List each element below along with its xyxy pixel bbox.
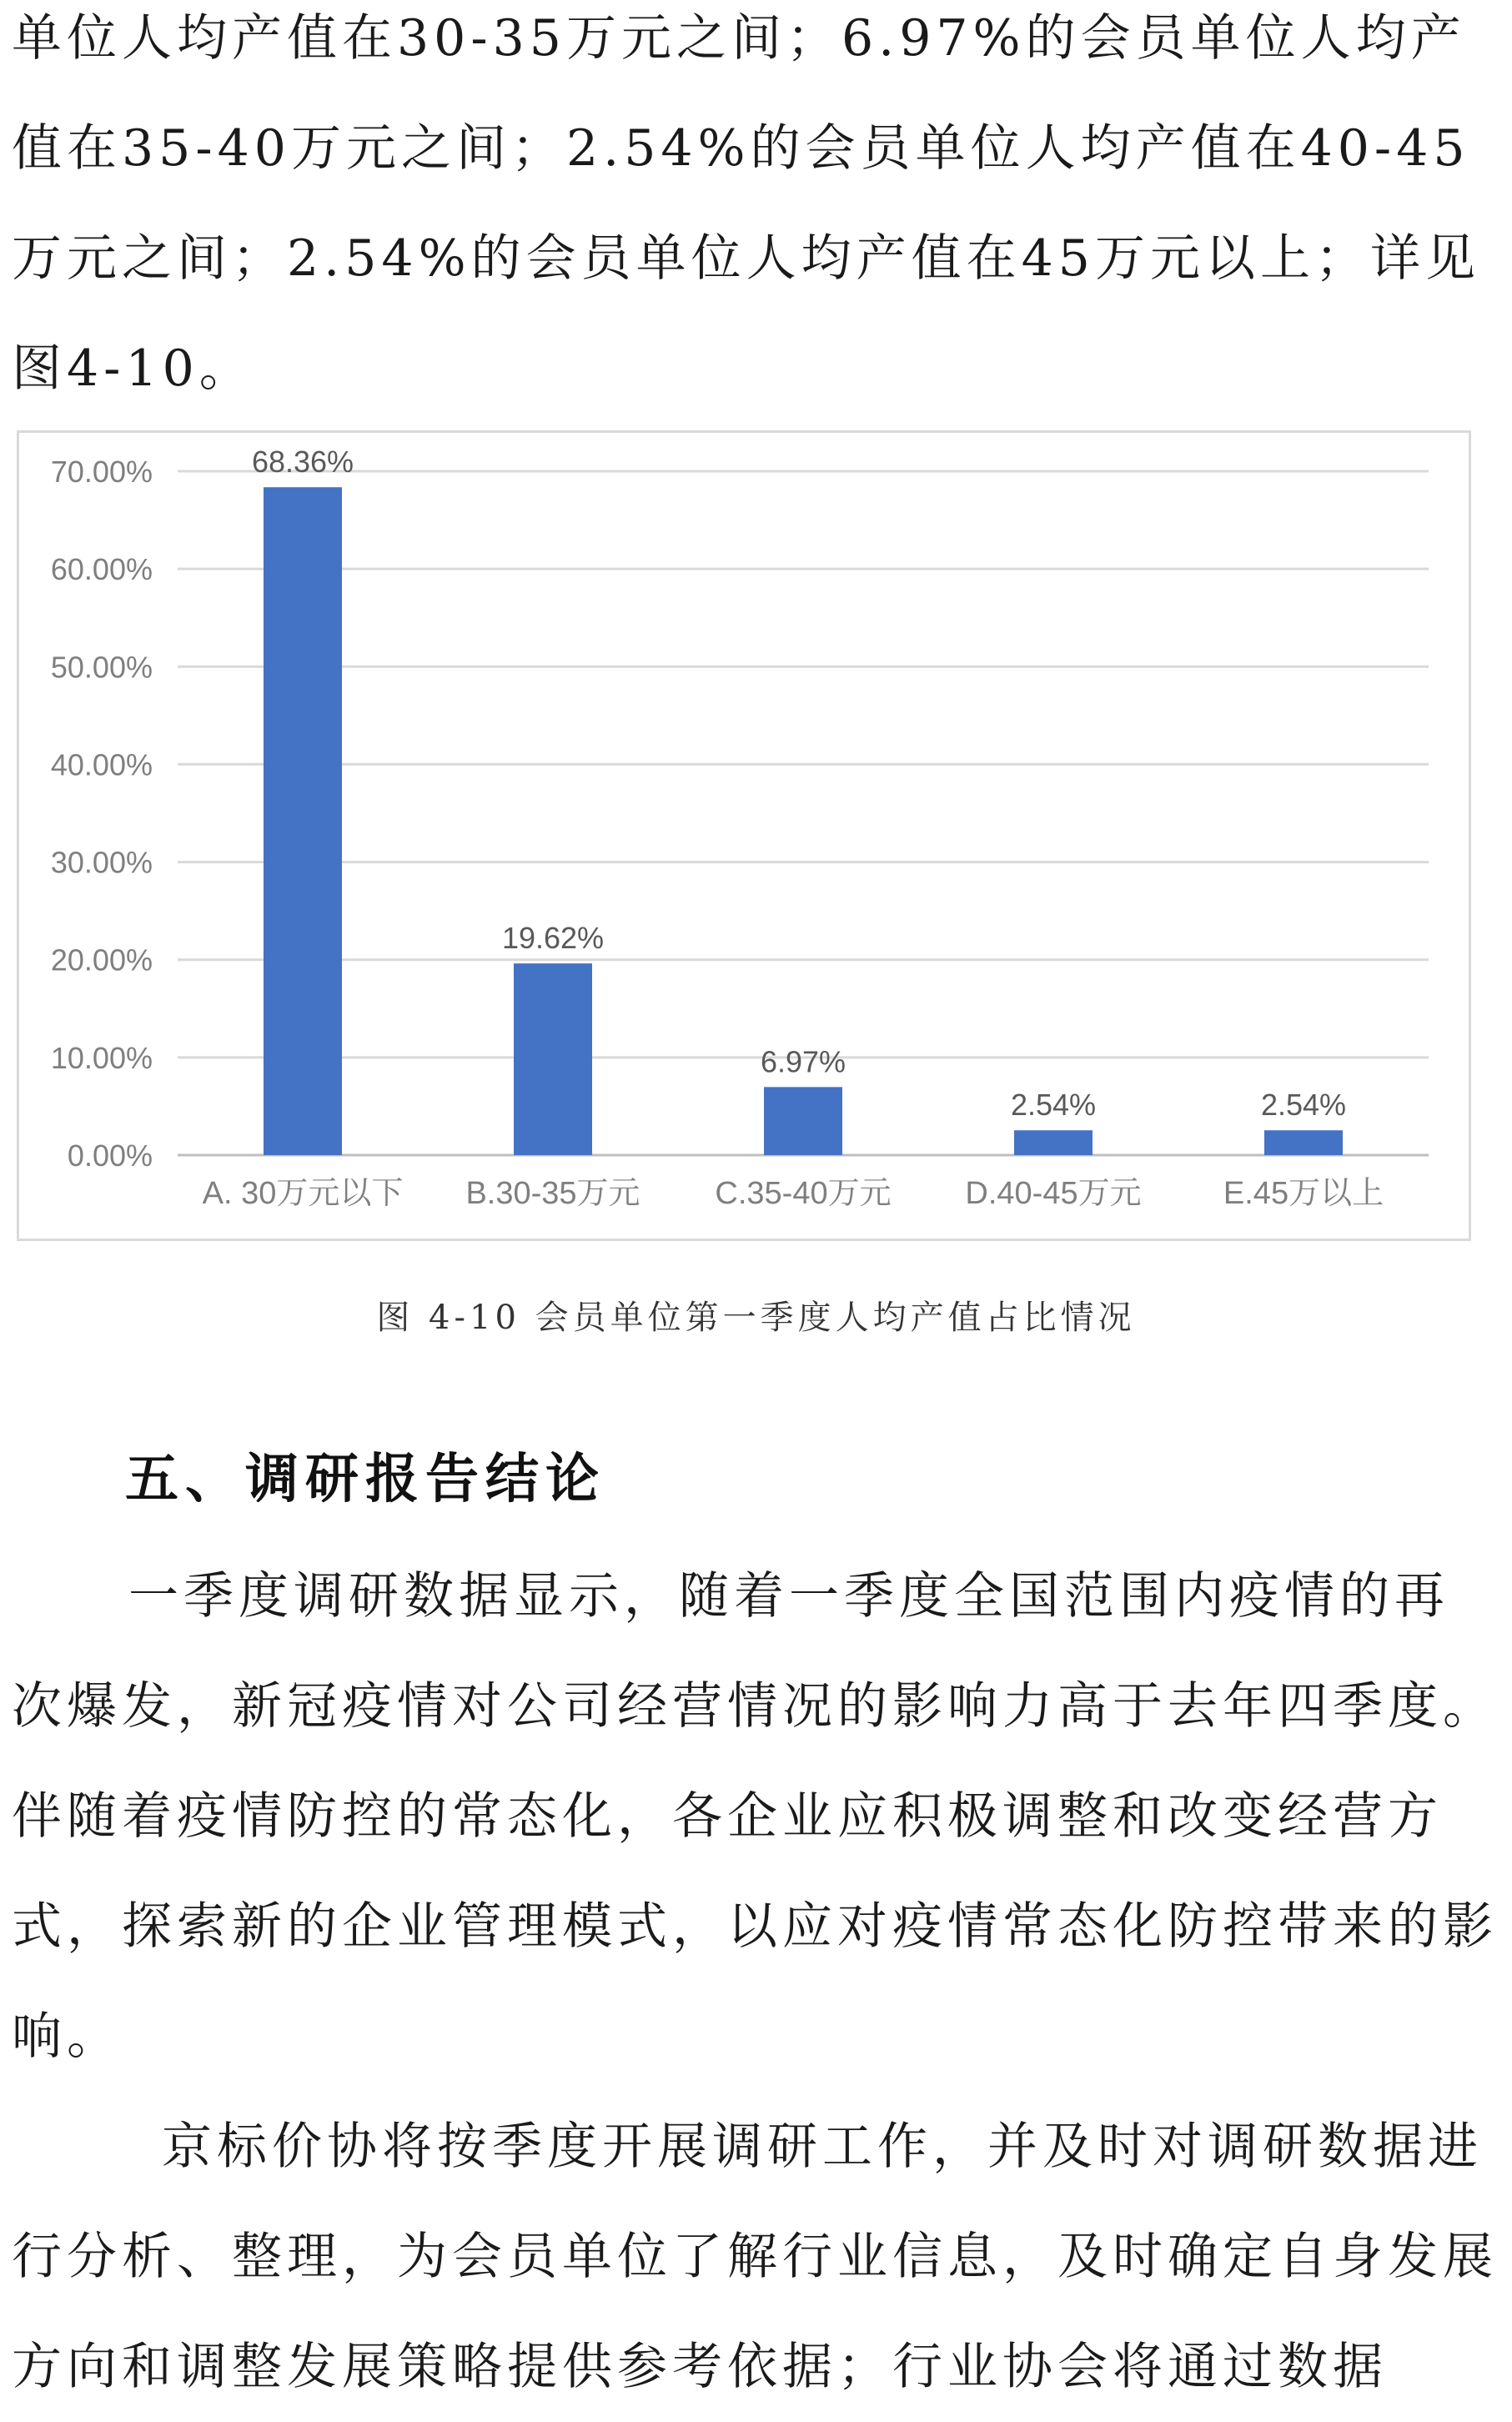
x-tick-label: B.30-35万元 — [465, 1176, 640, 1211]
bar — [1264, 1130, 1343, 1155]
y-tick-label: 70.00% — [50, 455, 153, 489]
y-tick-label: 10.00% — [50, 1040, 153, 1075]
bar — [514, 963, 592, 1155]
bar — [764, 1087, 842, 1155]
data-label: 68.36% — [251, 445, 354, 480]
conclusion-paragraph-1 — [12, 1541, 1500, 2092]
x-tick-label: C.35-40万元 — [715, 1176, 892, 1211]
section-heading: 五、调研报告结论 — [125, 1448, 605, 1510]
intro-paragraph: 单位人均产值在30-35万元之间；6.97%的会员单位人均产值在35-40万元之间；2.54%的会员单位人均产值在40-45万元之间；2.54%的会员单位人均产值在45万元以上；详见图4-10。 — [12, 9, 1480, 398]
y-tick-label: 0.00% — [67, 1138, 153, 1173]
bar — [1014, 1130, 1093, 1155]
y-tick-label: 40.00% — [50, 747, 153, 782]
bar-chart — [17, 430, 1471, 1241]
data-label: 2.54% — [1260, 1088, 1347, 1123]
y-tick-label: 50.00% — [50, 650, 153, 685]
x-tick-label: E.45万以上 — [1223, 1176, 1384, 1211]
bar — [264, 487, 342, 1155]
conclusion-paragraph-1-text: 一季度调研数据显示，随着一季度全国范围内疫情的再次爆发，新冠疫情对公司经营情况的影响力高于去年四季度。伴随着疫情防控的常态化，各企业应积极调整和改变经营方式，探索新的企业管理模式，以应对疫情常态化防控带来的影响。 — [12, 1567, 1498, 2066]
x-tick-label: D.40-45万元 — [965, 1176, 1142, 1211]
x-tick-label: A. 30万元以下 — [202, 1176, 404, 1211]
y-tick-label: 20.00% — [50, 942, 153, 977]
y-tick-label: 60.00% — [50, 552, 153, 587]
data-label: 6.97% — [760, 1044, 846, 1079]
chart-caption: 图 4-10 会员单位第一季度人均产值占比情况 — [376, 1299, 1136, 1337]
data-label: 19.62% — [501, 921, 605, 956]
data-label: 2.54% — [1010, 1088, 1097, 1123]
y-tick-label: 30.00% — [50, 845, 153, 880]
conclusion-paragraph-2-text: 京标价协将按季度开展调研工作，并及时对调研数据进行分析、整理，为会员单位了解行业信息，及时确定自身发展方向和调整发展策略提供参考依据；行业协会将通过数据 — [12, 2118, 1498, 2396]
bar-chart-svg — [19, 433, 1474, 1244]
conclusion-paragraph-2 — [12, 2092, 1500, 2422]
